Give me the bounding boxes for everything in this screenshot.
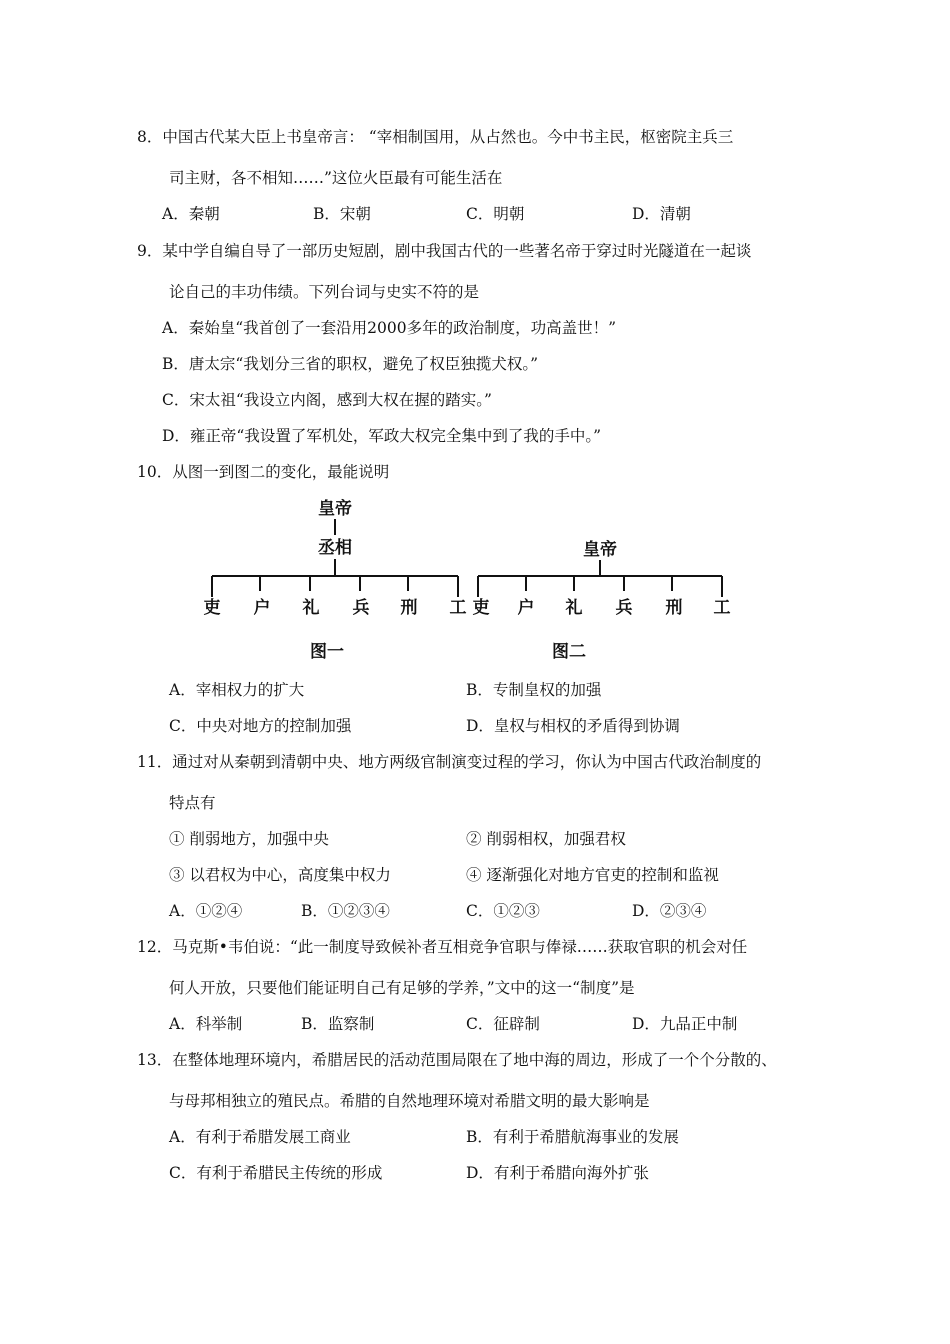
- government-structure-diagram: [200, 495, 740, 670]
- fig2-ministry-personnel: 吏: [472, 598, 490, 618]
- q8-option-a: A．秦朝: [162, 205, 220, 223]
- q11-item-3: ③ 以君权为中心，高度集中权力: [169, 866, 391, 884]
- fig1-ministry-rites: 礼: [302, 598, 320, 618]
- q11-line2: 特点有: [169, 794, 216, 812]
- q9-line2: 论自己的丰功伟绩。下列台词与史实不符的是: [169, 283, 480, 301]
- fig1-chancellor-label: 丞相: [318, 538, 352, 558]
- q13-line1: 13．在整体地理环境内，希腊居民的活动范围局限在了地中海的周边，形成了一个个分散的、: [137, 1051, 777, 1069]
- q11-option-c: C．①②③: [466, 902, 540, 920]
- q11-item-1: ① 削弱地方，加强中央: [169, 830, 329, 848]
- q11-line1: 11．通过对从秦朝到清朝中央、地方两级官制演变过程的学习，你认为中国古代政治制度的: [137, 753, 762, 771]
- diagram-svg: [200, 495, 740, 670]
- fig2-caption: 图二: [552, 642, 586, 662]
- q11-item-4: ④ 逐渐强化对地方官吏的控制和监视: [466, 866, 719, 884]
- q8-option-c: C．明朝: [466, 205, 525, 223]
- fig1-ministry-revenue: 户: [253, 598, 271, 618]
- q11-option-a: A．①②④: [169, 902, 243, 920]
- q13-option-c: C．有利于希腊民主传统的形成: [169, 1164, 383, 1182]
- fig2-ministry-ticks: [478, 576, 722, 597]
- q12-option-c: C．征辟制: [466, 1015, 540, 1033]
- q10-option-d: D．皇权与相权的矛盾得到协调: [466, 717, 680, 735]
- fig2-ministry-war: 兵: [615, 598, 633, 618]
- fig1-ministry-ticks: [212, 576, 458, 597]
- q12-line1: 12．马克斯•韦伯说：“此一制度导致候补者互相竞争官职与俸禄……获取官职的机会对任: [137, 938, 748, 956]
- q11-option-d: D．②③④: [632, 902, 707, 920]
- q11-item-2: ② 削弱相权，加强君权: [466, 830, 626, 848]
- q13-line2: 与母邦相独立的殖民点。希腊的自然地理环境对希腊文明的最大影响是: [169, 1092, 650, 1110]
- fig2-ministry-rites: 礼: [565, 598, 583, 618]
- q9-option-a: A．秦始皇“我首创了一套沿用2000多年的政治制度，功高盖世！”: [162, 319, 616, 337]
- fig2-ministry-justice: 刑: [665, 598, 683, 618]
- fig2-emperor-label: 皇帝: [583, 540, 617, 560]
- q10-option-b: B．专制皇权的加强: [466, 681, 602, 699]
- q8-option-d: D．清朝: [632, 205, 691, 223]
- q10-option-a: A．宰相权力的扩大: [169, 681, 305, 699]
- q13-option-d: D．有利于希腊向海外扩张: [466, 1164, 649, 1182]
- q11-option-b: B．①②③④: [301, 902, 390, 920]
- fig1-ministry-war: 兵: [352, 598, 370, 618]
- fig1-ministry-personnel: 吏: [203, 598, 221, 618]
- fig1-emperor-label: 皇帝: [318, 499, 352, 519]
- q13-option-a: A．有利于希腊发展工商业: [169, 1128, 351, 1146]
- fig2-ministry-works: 工: [713, 598, 731, 618]
- q12-option-b: B．监察制: [301, 1015, 375, 1033]
- q10-line1: 10．从图一到图二的变化，最能说明: [137, 463, 390, 481]
- q10-option-c: C．中央对地方的控制加强: [169, 717, 352, 735]
- q9-option-b: B．唐太宗“我划分三省的职权，避免了权臣独揽犬权。”: [162, 355, 538, 373]
- q8-option-b: B．宋朝: [313, 205, 371, 223]
- fig2-ministry-revenue: 户: [517, 598, 535, 618]
- fig1-ministry-justice: 刑: [400, 598, 418, 618]
- q9-line1: 9．某中学自编自导了一部历史短剧，剧中我国古代的一些著名帝于穿过时光隧道在一起谈: [137, 242, 752, 260]
- q9-option-d: D．雍正帝“我设置了军机处，军政大权完全集中到了我的手中。”: [162, 427, 602, 445]
- q12-option-d: D．九品正中制: [632, 1015, 738, 1033]
- q9-option-c: C．宋太祖“我设立内阁，感到大权在握的踏实。”: [162, 391, 492, 409]
- q12-line2: 何人开放，只要他们能证明自己有足够的学养，”文中的这一“制度”是: [169, 979, 635, 997]
- q8-line2: 司主财，各不相知……”这位火臣最有可能生活在: [169, 169, 503, 187]
- fig1-ministry-works: 工: [449, 598, 467, 618]
- q12-option-a: A．科举制: [169, 1015, 243, 1033]
- fig1-caption: 图一: [310, 642, 344, 662]
- q8-line1: 8．中国古代某大臣上书皇帝言： “宰相制国用，从占然也。今中书主民，枢密院主兵三: [137, 128, 734, 146]
- q13-option-b: B．有利于希腊航海事业的发展: [466, 1128, 679, 1146]
